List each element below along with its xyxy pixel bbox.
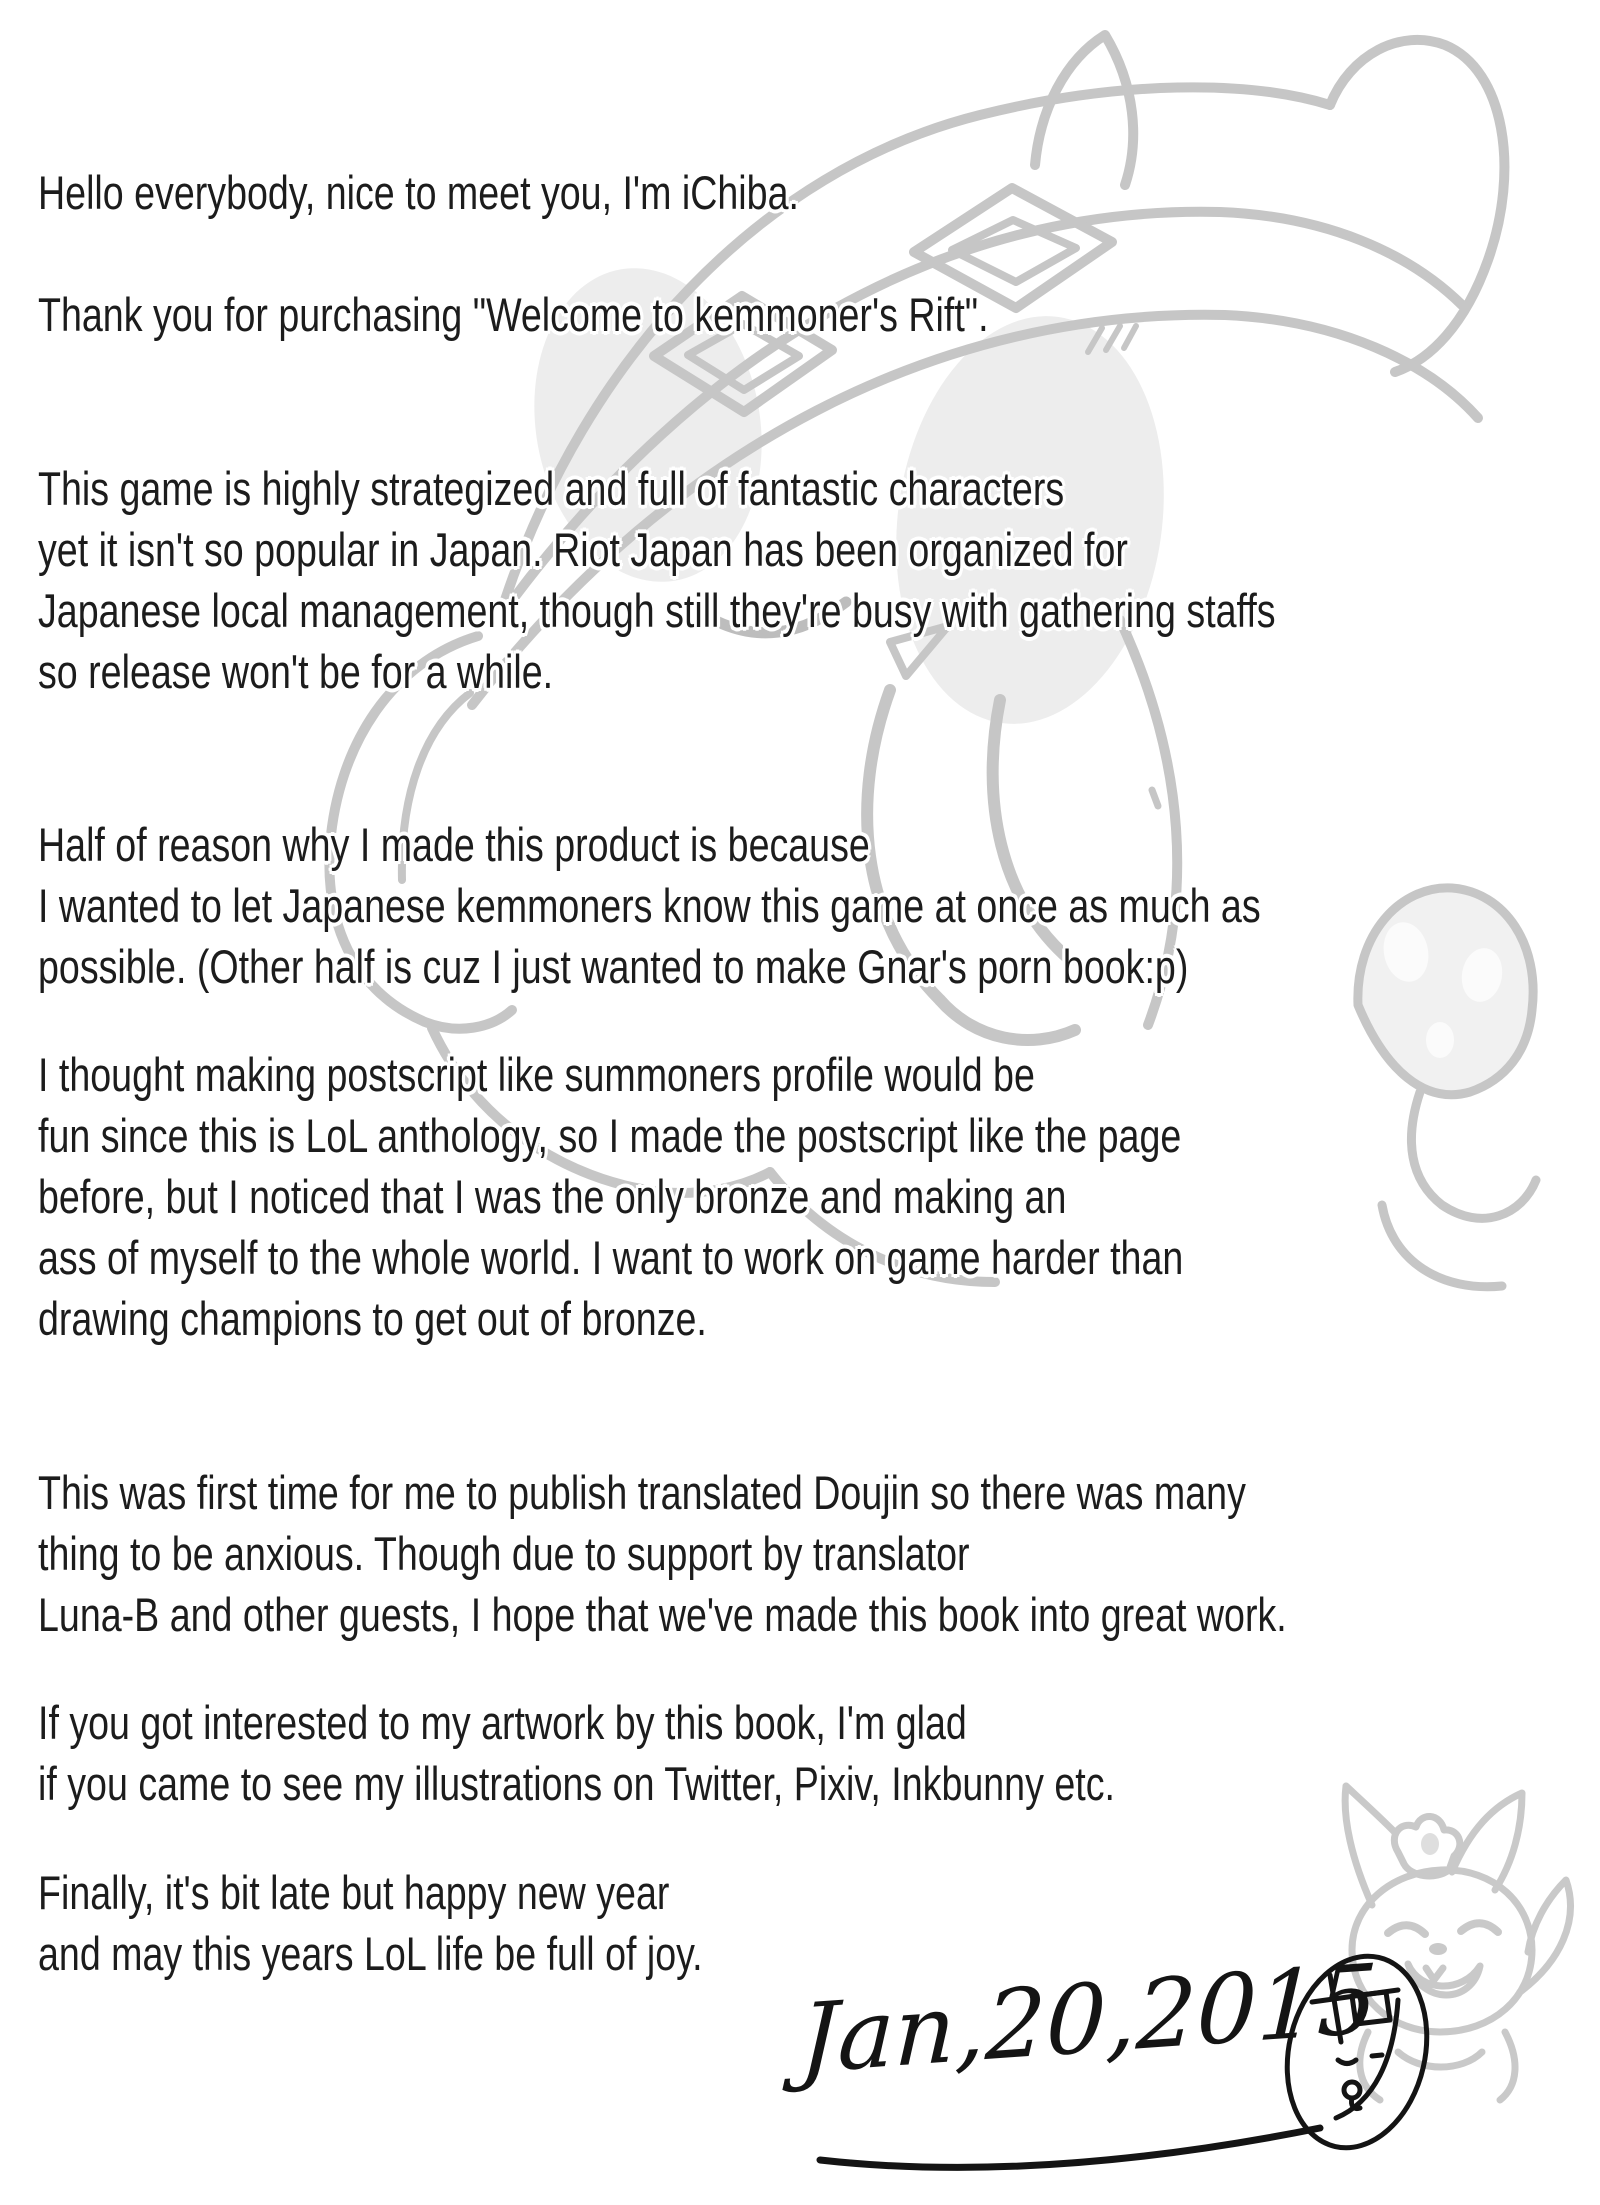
signature-date: Jan,20,2015 [798, 1944, 1380, 2096]
paragraph-new-year: Finally, it's bit late but happy new year and may this years LoL life be full of joy. [38, 1866, 703, 1980]
paragraph-thanks: Thank you for purchasing "Welcome to kemmoner's Rift". [38, 288, 989, 341]
paragraph-translation-thanks: This was first time for me to publish translated Doujin so there was many thing to be anxious. Though due to support by translator Luna-B and other guests, I hope that we've made this book into great work. [38, 1466, 1287, 1641]
paragraph-social-invite: If you got interested to my artwork by this book, I'm glad if you came to see my illustrations on Twitter, Pixiv, Inkbunny etc. [38, 1696, 1115, 1810]
paragraph-greeting: Hello everybody, nice to meet you, I'm iChiba. [38, 166, 799, 219]
paragraph-postscript-story: I thought making postscript like summoners profile would be fun since this is LoL anthology, so I made the postscript like the page before, but I noticed that I was the only bronze and making an ass of myself to the whole world. I want to work on game harder than drawing champions to get out of bronze. [38, 1048, 1184, 1345]
paragraph-game-intro: This game is highly strategized and full of fantastic characters yet it isn't so popular in Japan. Riot Japan has been organized for Japanese local management, though still they're busy with gathering staffs so release won't be for a while. [38, 462, 1276, 698]
paragraph-motivation: Half of reason why I made this product is because I wanted to let Japanese kemmoners know this game at once as much as possible. (Other half is cuz I just wanted to make Gnar's porn book:p) [38, 818, 1261, 993]
